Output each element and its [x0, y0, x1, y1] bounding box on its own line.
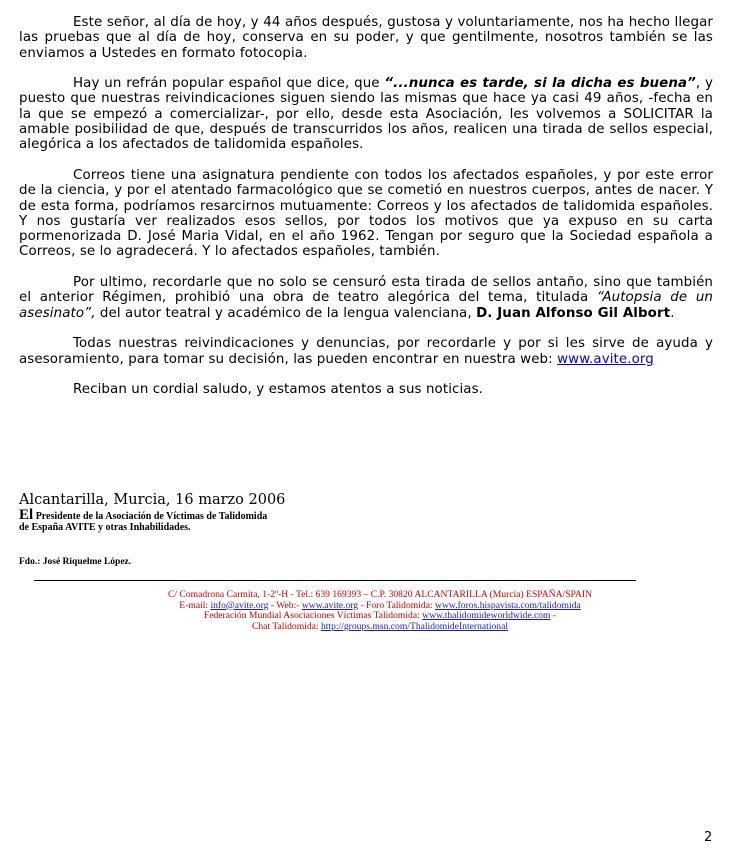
letter-body — [19, 15, 713, 397]
play-title: “Autopsia de un asesinato”, — [19, 290, 713, 321]
paragraph-2: Hay un refrán popular español que dice, que “...nunca es tarde, si la dicha es buena”, y puesto que nuestras reivindicaciones siguen siendo las mismas que hace ya casi 49 años, -fecha en la que se empezó a comercializar-, por ello, desde esta Asociación, les volvemos a SOLICITAR la amable posibilidad de que, después de transcurridos los años, realicen una tirada de sellos especial, alegórica a los afectados de talidomida españoles. — [19, 76, 713, 153]
signature-line: Fdo.: José Riquelme López. — [19, 557, 132, 567]
footer-federation: Federación Mundial Asociaciones Víctimas Talidomida: www.thalidomideworldwide.com - — [203, 610, 557, 622]
email-link[interactable]: info@avite.org — [210, 599, 269, 611]
paragraph-1: Este señor, al día de hoy, y 44 años después, gustosa y voluntariamente, nos ha hecho llegar las pruebas que al día de hoy, conserva en su poder, y que gentilmente, nosotros también se las enviamos a Ustedes en formato fotocopia. — [19, 15, 713, 61]
page-number: 2 — [704, 830, 713, 845]
footer-address: C/ Comadrona Carmita, 1-2º-H - Tel.: 639 169393 – C.P. 30820 ALCANTARILLA (Murcia) ESPAÑA/SPAIN — [167, 589, 593, 600]
footer-divider — [34, 580, 636, 581]
web-link[interactable]: www.avite.org — [301, 599, 359, 611]
footer-contacts: E-mail: info@avite.org - Web:- www.avite.org - Foro Talidomida: www.foros.hispavista.com/talidomida — [179, 599, 581, 611]
author-name: D. Juan Alfonso Gil Albort — [476, 305, 671, 321]
paragraph-6: Reciban un cordial saludo, y estamos atentos a sus noticias. — [73, 382, 484, 398]
proverb-quote: “...nunca es tarde, si la dicha es buena” — [384, 76, 696, 92]
website-link[interactable]: www.avite.org — [557, 351, 654, 367]
paragraph-5: Todas nuestras reivindicaciones y denuncias, por recordarle y por si les sirve de ayuda y asesoramiento, para tomar su decisión, las pueden encontrar en nuestra web: www.avite.org — [19, 336, 713, 367]
footer-chat: Chat Talidomida: http://groups.msn.com/ThalidomideInternational — [251, 620, 508, 632]
president-title: El Presidente de la Asociación de Víctimas de Talidomida de España AVITE y otras Inhabilidades. — [19, 507, 268, 533]
forum-link[interactable]: www.foros.hispavista.com/talidomida — [435, 599, 581, 611]
place-date: Alcantarilla, Murcia, 16 marzo 2006 — [19, 492, 286, 508]
paragraph-4: Por ultimo, recordarle que no solo se censuró esta tirada de sellos antaño, sino que también el anterior Régimen, prohibió una obra de teatro alegórica del tema, titulada “Autopsia de un asesinato”, del autor teatral y académico de la lengua valenciana, D. Juan Alfonso Gil Albort. — [19, 275, 713, 321]
chat-link[interactable]: http://groups.msn.com/ThalidomideInternational — [320, 620, 508, 632]
federation-link[interactable]: www.thalidomideworldwide.com — [422, 610, 551, 622]
paragraph-3: Correos tiene una asignatura pendiente con todos los afectados españoles, y por este error de la ciencia, y por el atentado farmacológico que se cometió en nuestros cuerpos, antes de nacer. Y de esta forma, podríamos resarcirnos mutuamente: Correos y los afectados de talidomida españoles. Y nos gustaría ver realizados esos sellos, por todos los motivos que ya expuso en su carta pormenorizada D. José Maria Vidal, en el año 1962. Tengan por seguro que la Sociedad española a Correos, se lo agradecerá. Y lo afectados españoles, también. — [19, 167, 713, 260]
letterhead-footer — [100, 590, 660, 632]
